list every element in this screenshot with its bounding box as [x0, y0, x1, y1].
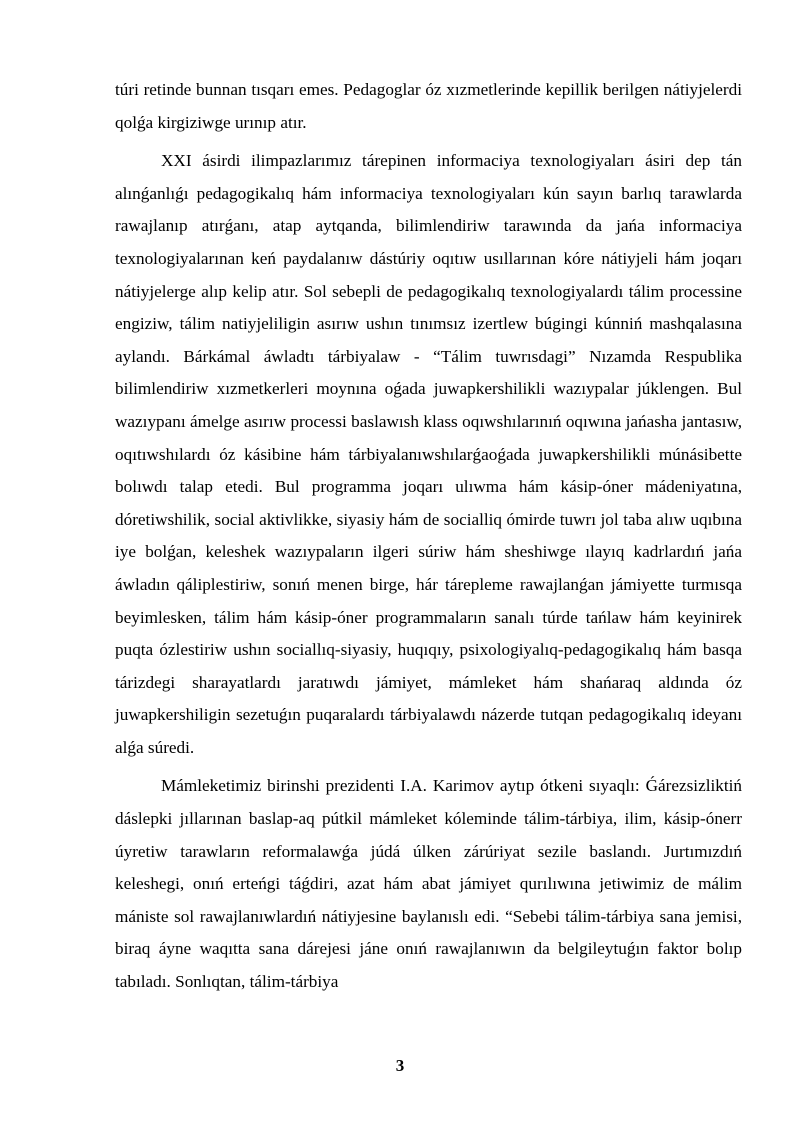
- body-text: [115, 74, 742, 999]
- page-number: 3: [395, 1056, 405, 1075]
- paragraph-president-quote: Mámleketimiz birinshi prezidenti I.A. Karimov aytıp ótkeni sıyaqlı: Ǵárezsizliktiń dáslepki jıllarınan baslap-aq pútkil mámleket kóleminde tálim-tárbiya, ilim, kásip-ónerr úyretiw tarawların reformalawǵa júdá úlken zárúriyat sezile baslandı. Jurtımızdıń keleshegi, onıń erteńgi táǵdiri, azat hám abat jámiyet qurılıwına jetiwimiz de málim mániste sol rawajlanıwlardıń nátiyjesine baylanıslı edi. “Sebebi tálim-tárbiya sana jemisi, biraq áyne waqıtta sana dárejesi jáne onıń rawajlanıwın da belgileytuǵın faktor bolıp tabıladı. Sonlıqtan, tálim-tárbiya: [115, 776, 742, 992]
- paragraph-continuation: túri retinde bunnan tısqarı emes. Pedagoglar óz xızmetlerinde kepillik berilgen nátiyjelerdi qolǵa kirgiziwge urınıp atır.: [115, 80, 742, 132]
- paragraph-information-technologies: XXI ásirdi ilimpazlarımız tárepinen informaciya texnologiyaları ásiri dep tán alınǵanlıǵı pedagogikalıq hám informaciya texnologiyaları kún sayın barlıq tarawlarda rawajlanıp atırǵanı, atap aytqanda, bilimlendiriw tarawında da jańa informaciya texnologiyalarınan keń paydalanıw dástúriy oqıtıw usıllarınan kóre nátiyjeli hám joqarı nátiyjelerge alıp kelip atır. Sol sebepli de pedagogikalıq texnologiyalardı tálim processine engiziw, tálim natiyjeliligin asırıw ushın tınımsız izertlew búgingi kúnniń mashqalasına aylandı. Bárkámal áwladtı tárbiyalaw - “Tálim tuwrısdagi” Nızamda Respublika bilimlendiriw xızmetkerleri moynına oǵada juwapkershilikli wazıypalar júklengen. Bul wazıypanı ámelge asırıw processi baslawısh klass oqıwshılarınıń oqıwına jańasha jantasıw, oqıtıwshılardı óz kásibine hám tárbiyalanıwshılarǵaoǵada juwapkershilikli múnásibette bolıwdı talap etedi. Bul programma joqarı ulıwma hám kásip-óner mádeniyatına, dóretiwshilik, social aktivlikke, siyasiy hám de socialliq ómirde tuwrı jol taba alıw uqıbına iye bolǵan, keleshek wazıypaların ilgeri súriw hám sheshiwge ılayıq kadrlardıń jańa áwladın qáliplestiriw, sonıń menen birge, hár tárepleme rawajlanǵan jámiyette turmısqa beyimlesken, tálim hám kásip-óner programmaların sanalı túrde tańlaw hám keyinirek puqta ózlestiriw ushın sociallıq-siyasiy, huqıqıy, psixologiyalıq-pedagogikalıq hám basqa tárizdegi sharayatlardı jaratıwdı jámiyet, mámleket hám shańaraq aldında óz juwapkershiligin sezetuǵın puqaralardı tárbiyalawdı názerde tutqan pedagogikalıq ideyanı alǵa súredi.: [115, 151, 742, 757]
